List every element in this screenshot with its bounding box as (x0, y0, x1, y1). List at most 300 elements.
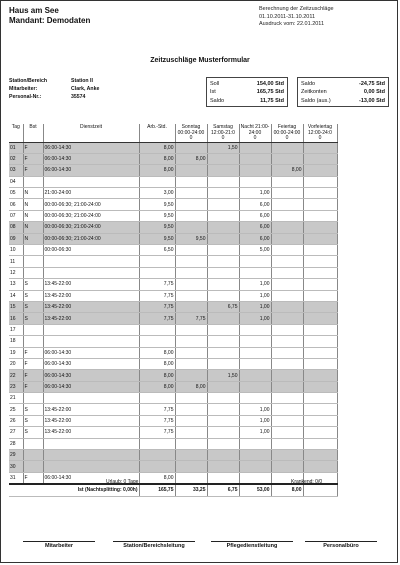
table-row (9, 233, 337, 244)
pre-holiday-cell (303, 301, 337, 312)
work-time-cell (43, 336, 139, 347)
night-cell: 1,00 (239, 313, 271, 324)
shift-code-cell: S (23, 404, 43, 415)
station-label: Station/Bereich (9, 78, 48, 84)
summary-value: 154,00 Std (256, 81, 284, 87)
sunday-cell (175, 301, 207, 312)
holiday-cell (271, 438, 303, 449)
shift-code-cell (23, 245, 43, 256)
calc-label: Berechnung der Zeitzuschläge (259, 6, 334, 12)
saturday-cell (207, 415, 239, 426)
pre-holiday-cell (303, 233, 337, 244)
table-row (9, 165, 337, 176)
pre-holiday-cell (303, 404, 337, 415)
shift-code-cell: N (23, 199, 43, 210)
work-hours-cell: 9,50 (139, 199, 175, 210)
pre-holiday-cell (303, 313, 337, 324)
table-row (9, 415, 337, 426)
sunday-cell (175, 438, 207, 449)
sunday-cell (175, 188, 207, 199)
pre-holiday-cell (303, 279, 337, 290)
day-cell: 21 (9, 393, 23, 404)
pre-holiday-cell (303, 222, 337, 233)
table-row (9, 279, 337, 290)
work-hours-cell: 8,00 (139, 142, 175, 153)
work-hours-cell (139, 176, 175, 187)
table-row (9, 176, 337, 187)
holiday-cell (271, 336, 303, 347)
work-time-cell: 00:00-06:30; 21:00-24:00 (43, 233, 139, 244)
pre-holiday-cell (303, 165, 337, 176)
work-hours-cell: 8,00 (139, 153, 175, 164)
sunday-cell: 9,50 (175, 233, 207, 244)
work-time-cell: 00:00-06:30; 21:00-24:00 (43, 210, 139, 221)
night-cell (239, 370, 271, 381)
holiday-cell (271, 222, 303, 233)
summary-label: Saldo (301, 81, 316, 87)
signature-hr-office: Personalbüro (323, 543, 359, 549)
saturday-cell: 6,75 (207, 301, 239, 312)
saturday-cell (207, 267, 239, 278)
shift-code-cell: F (23, 370, 43, 381)
saturday-cell (207, 233, 239, 244)
day-cell: 10 (9, 245, 23, 256)
holiday-cell (271, 210, 303, 221)
table-row (9, 153, 337, 164)
personnel-value: 35574 (71, 94, 86, 100)
table-row (9, 142, 337, 153)
holiday-cell (271, 404, 303, 415)
work-hours-cell: 7,75 (139, 427, 175, 438)
table-row (9, 324, 337, 335)
summary-value: 165,75 Std (256, 89, 284, 95)
vacation-summary: Urlaub: 0 Tage (106, 479, 139, 485)
pre-holiday-cell (303, 438, 337, 449)
night-cell (239, 324, 271, 335)
sunday-cell (175, 210, 207, 221)
day-cell: 20 (9, 358, 23, 369)
night-cell (239, 347, 271, 358)
table-row (9, 450, 337, 461)
work-hours-cell: 7,75 (139, 290, 175, 301)
day-cell: 09 (9, 233, 23, 244)
total-saturday: 6,75 (207, 484, 239, 496)
summary-label: Ist (210, 89, 216, 95)
table-row (9, 267, 337, 278)
table-header-row (9, 124, 337, 142)
saturday-cell (207, 153, 239, 164)
shift-code-cell (23, 336, 43, 347)
pre-holiday-cell (303, 256, 337, 267)
summary-row (210, 80, 284, 88)
work-hours-cell: 9,50 (139, 233, 175, 244)
day-cell: 13 (9, 279, 23, 290)
work-time-cell: 06:00-14:30 (43, 347, 139, 358)
night-cell: 1,00 (239, 415, 271, 426)
shift-code-cell: S (23, 301, 43, 312)
saturday-cell (207, 472, 239, 484)
column-header: Sonntag 00:00-24:00 0 (175, 124, 207, 142)
total-pre-holiday (303, 484, 337, 496)
pre-holiday-cell (303, 290, 337, 301)
holiday-cell (271, 199, 303, 210)
signature-line (23, 541, 95, 542)
day-cell: 06 (9, 199, 23, 210)
summary-box-right (297, 77, 389, 107)
holiday-cell (271, 267, 303, 278)
work-time-cell: 00:00-06:30 (43, 245, 139, 256)
day-cell: 02 (9, 153, 23, 164)
work-time-cell (43, 450, 139, 461)
summary-row (301, 97, 385, 105)
table-row (9, 290, 337, 301)
work-time-cell (43, 438, 139, 449)
holiday-cell (271, 370, 303, 381)
work-hours-cell (139, 393, 175, 404)
table-row (9, 472, 337, 484)
shift-code-cell: S (23, 427, 43, 438)
day-cell: 15 (9, 301, 23, 312)
night-cell: 5,00 (239, 245, 271, 256)
report-title: Zeitzuschläge Musterformular (150, 57, 250, 64)
table-body (9, 142, 337, 484)
sunday-cell: 8,00 (175, 153, 207, 164)
calculation-header (259, 6, 334, 29)
shift-code-cell (23, 438, 43, 449)
summary-label: Saldo (210, 98, 225, 104)
org-name: Haus am See (9, 6, 59, 15)
work-hours-cell: 8,00 (139, 370, 175, 381)
saturday-cell (207, 461, 239, 472)
shift-code-cell: F (23, 472, 43, 484)
saturday-cell (207, 336, 239, 347)
work-time-cell: 06:00-14:30 (43, 370, 139, 381)
shift-code-cell: F (23, 142, 43, 153)
work-hours-cell: 7,75 (139, 404, 175, 415)
column-header: Bst (23, 124, 43, 142)
saturday-cell (207, 347, 239, 358)
surcharge-table (9, 124, 338, 497)
pre-holiday-cell (303, 370, 337, 381)
work-time-cell: 00:00-06:30; 21:00-24:00 (43, 199, 139, 210)
sunday-cell (175, 176, 207, 187)
column-header: Feiertag 00:00-24:00 0 (271, 124, 303, 142)
holiday-cell (271, 290, 303, 301)
shift-code-cell (23, 393, 43, 404)
shift-code-cell (23, 324, 43, 335)
day-cell: 04 (9, 176, 23, 187)
day-cell: 29 (9, 450, 23, 461)
saturday-cell (207, 450, 239, 461)
pre-holiday-cell (303, 393, 337, 404)
saturday-cell (207, 199, 239, 210)
shift-code-cell: F (23, 347, 43, 358)
column-header: Nacht 21:00-24:00 0 (240, 124, 270, 141)
signature-line (305, 541, 377, 542)
shift-code-cell: N (23, 188, 43, 199)
work-hours-cell: 3,00 (139, 188, 175, 199)
sunday-cell (175, 267, 207, 278)
organization-header (9, 6, 90, 26)
pre-holiday-cell (303, 450, 337, 461)
saturday-cell: 1,50 (207, 370, 239, 381)
holiday-cell (271, 245, 303, 256)
table-row (9, 347, 337, 358)
holiday-cell (271, 450, 303, 461)
saturday-cell (207, 438, 239, 449)
saturday-cell (207, 393, 239, 404)
sunday-cell (175, 290, 207, 301)
night-cell (239, 256, 271, 267)
table-row (9, 256, 337, 267)
sunday-cell (175, 324, 207, 335)
day-cell: 07 (9, 210, 23, 221)
holiday-cell (271, 313, 303, 324)
saturday-cell (207, 427, 239, 438)
saturday-cell (207, 358, 239, 369)
summary-value: -24,75 Std (359, 81, 385, 87)
station-value: Station II (71, 78, 93, 84)
work-time-cell: 13:45-22:00 (43, 290, 139, 301)
pre-holiday-cell (303, 188, 337, 199)
holiday-cell (271, 301, 303, 312)
shift-code-cell: F (23, 165, 43, 176)
work-time-cell: 06:00-14:30 (43, 381, 139, 392)
saturday-cell (207, 256, 239, 267)
client-name: Mandant: Demodaten (9, 16, 91, 25)
saturday-cell (207, 165, 239, 176)
shift-code-cell: N (23, 222, 43, 233)
day-cell: 11 (9, 256, 23, 267)
night-cell: 6,00 (239, 199, 271, 210)
day-cell: 03 (9, 165, 23, 176)
holiday-cell (271, 427, 303, 438)
saturday-cell (207, 176, 239, 187)
holiday-cell (271, 324, 303, 335)
shift-code-cell: S (23, 279, 43, 290)
day-cell: 17 (9, 324, 23, 335)
shift-code-cell: F (23, 358, 43, 369)
night-cell (239, 142, 271, 153)
work-hours-cell (139, 438, 175, 449)
holiday-cell (271, 142, 303, 153)
sunday-cell (175, 199, 207, 210)
work-hours-cell (139, 324, 175, 335)
signature-line (113, 541, 195, 542)
pre-holiday-cell (303, 358, 337, 369)
night-cell (239, 381, 271, 392)
print-date: Ausdruck vom: 22.01.2011 (259, 21, 325, 27)
night-cell: 1,00 (239, 301, 271, 312)
day-cell: 08 (9, 222, 23, 233)
pre-holiday-cell (303, 199, 337, 210)
table-row (9, 370, 337, 381)
employee-info (9, 77, 99, 101)
sunday-cell (175, 427, 207, 438)
saturday-cell (207, 279, 239, 290)
summary-label: Zeitkonten (301, 89, 327, 95)
table-row (9, 438, 337, 449)
sunday-cell (175, 245, 207, 256)
work-time-cell: 06:00-14:30 (43, 472, 139, 484)
saturday-cell (207, 381, 239, 392)
summary-row (210, 88, 284, 96)
signature-station-lead: Station/Bereichsleitung (123, 543, 185, 549)
table-row (9, 336, 337, 347)
day-cell: 12 (9, 267, 23, 278)
signature-employee: Mitarbeiter (44, 543, 74, 549)
holiday-cell (271, 279, 303, 290)
night-cell: 6,00 (239, 210, 271, 221)
saturday-cell (207, 210, 239, 221)
sunday-cell (175, 404, 207, 415)
work-hours-cell: 7,75 (139, 301, 175, 312)
holiday-cell (271, 256, 303, 267)
night-cell (239, 267, 271, 278)
pre-holiday-cell (303, 381, 337, 392)
sunday-cell (175, 472, 207, 484)
summary-label: Saldo (aus.) (301, 98, 331, 104)
column-header: Dienstzeit (43, 124, 139, 142)
work-time-cell: 13:45-22:00 (43, 313, 139, 324)
night-cell (239, 358, 271, 369)
table-row (9, 461, 337, 472)
shift-code-cell: N (23, 210, 43, 221)
holiday-cell (271, 233, 303, 244)
sunday-cell: 8,00 (175, 381, 207, 392)
holiday-cell (271, 176, 303, 187)
night-cell (239, 165, 271, 176)
day-cell: 26 (9, 415, 23, 426)
work-time-cell: 13:45-22:00 (43, 279, 139, 290)
pre-holiday-cell (303, 347, 337, 358)
day-cell: 25 (9, 404, 23, 415)
work-hours-cell: 7,75 (139, 415, 175, 426)
night-cell: 1,00 (239, 290, 271, 301)
day-cell: 01 (9, 142, 23, 153)
pre-holiday-cell (303, 324, 337, 335)
work-hours-cell: 8,00 (139, 381, 175, 392)
work-time-cell (43, 267, 139, 278)
day-cell: 19 (9, 347, 23, 358)
shift-code-cell: F (23, 381, 43, 392)
night-cell: 1,00 (239, 279, 271, 290)
work-time-cell (43, 176, 139, 187)
night-cell (239, 153, 271, 164)
night-cell (239, 176, 271, 187)
work-time-cell (43, 256, 139, 267)
column-header: Samstag 12:00-21:0 0 (207, 124, 239, 142)
sunday-cell (175, 415, 207, 426)
work-hours-cell: 8,00 (139, 472, 175, 484)
work-time-cell: 13:45-22:00 (43, 415, 139, 426)
sunday-cell (175, 256, 207, 267)
day-cell: 27 (9, 427, 23, 438)
night-cell: 1,00 (239, 188, 271, 199)
sunday-cell (175, 336, 207, 347)
sunday-cell (175, 450, 207, 461)
day-cell: 18 (9, 336, 23, 347)
day-cell: 05 (9, 188, 23, 199)
table-row (9, 313, 337, 324)
pre-holiday-cell (303, 176, 337, 187)
night-cell (239, 461, 271, 472)
table-row (9, 393, 337, 404)
work-time-cell: 00:00-06:30; 21:00-24:00 (43, 222, 139, 233)
work-time-cell: 06:00-14:30 (43, 165, 139, 176)
pre-holiday-cell (303, 267, 337, 278)
night-cell: 1,00 (239, 427, 271, 438)
work-time-cell: 13:45-22:00 (43, 404, 139, 415)
work-hours-cell (139, 256, 175, 267)
shift-code-cell: S (23, 290, 43, 301)
day-cell: 23 (9, 381, 23, 392)
employee-value: Clark, Anke (71, 86, 100, 92)
sick-summary: Krankend: 0/0 (291, 479, 323, 485)
total-label: Ist (Nachtsplitting: 0,00h) (9, 484, 139, 496)
summary-row (301, 80, 385, 88)
pre-holiday-cell (303, 336, 337, 347)
work-time-cell: 21:00-24:00 (43, 188, 139, 199)
sunday-cell (175, 461, 207, 472)
saturday-cell: 1,50 (207, 142, 239, 153)
table-row (9, 245, 337, 256)
shift-code-cell (23, 267, 43, 278)
work-hours-cell: 8,00 (139, 165, 175, 176)
table-row (9, 404, 337, 415)
sunday-cell (175, 279, 207, 290)
column-header: Arb.-Std. (139, 124, 175, 142)
shift-code-cell: N (23, 233, 43, 244)
shift-code-cell (23, 176, 43, 187)
holiday-cell (271, 393, 303, 404)
work-time-cell: 06:00-14:30 (43, 142, 139, 153)
pre-holiday-cell (303, 210, 337, 221)
summary-box-left (206, 77, 288, 107)
work-time-cell: 13:45-22:00 (43, 301, 139, 312)
saturday-cell (207, 404, 239, 415)
holiday-cell: 8,00 (271, 165, 303, 176)
work-hours-cell: 7,75 (139, 279, 175, 290)
night-cell: 6,00 (239, 233, 271, 244)
shift-code-cell (23, 461, 43, 472)
holiday-cell (271, 153, 303, 164)
day-cell: 14 (9, 290, 23, 301)
sunday-cell (175, 358, 207, 369)
period-range: 01.10.2011-31.10.2011 (259, 13, 316, 20)
work-hours-cell: 8,00 (139, 347, 175, 358)
pre-holiday-cell (303, 245, 337, 256)
work-hours-cell: 6,50 (139, 245, 175, 256)
work-hours-cell (139, 267, 175, 278)
day-cell: 22 (9, 370, 23, 381)
work-time-cell: 06:00-14:30 (43, 153, 139, 164)
saturday-cell (207, 324, 239, 335)
work-hours-cell: 8,00 (139, 358, 175, 369)
summary-value: 0,00 Std (363, 89, 385, 95)
work-time-cell: 06:00-14:30 (43, 358, 139, 369)
pre-holiday-cell (303, 153, 337, 164)
holiday-cell (271, 188, 303, 199)
sunday-cell (175, 222, 207, 233)
holiday-cell (271, 415, 303, 426)
sunday-cell (175, 393, 207, 404)
table-row (9, 199, 337, 210)
pre-holiday-cell (303, 427, 337, 438)
work-hours-cell (139, 336, 175, 347)
day-cell: 31 (9, 472, 23, 484)
summary-value: 11,75 Std (260, 98, 284, 104)
